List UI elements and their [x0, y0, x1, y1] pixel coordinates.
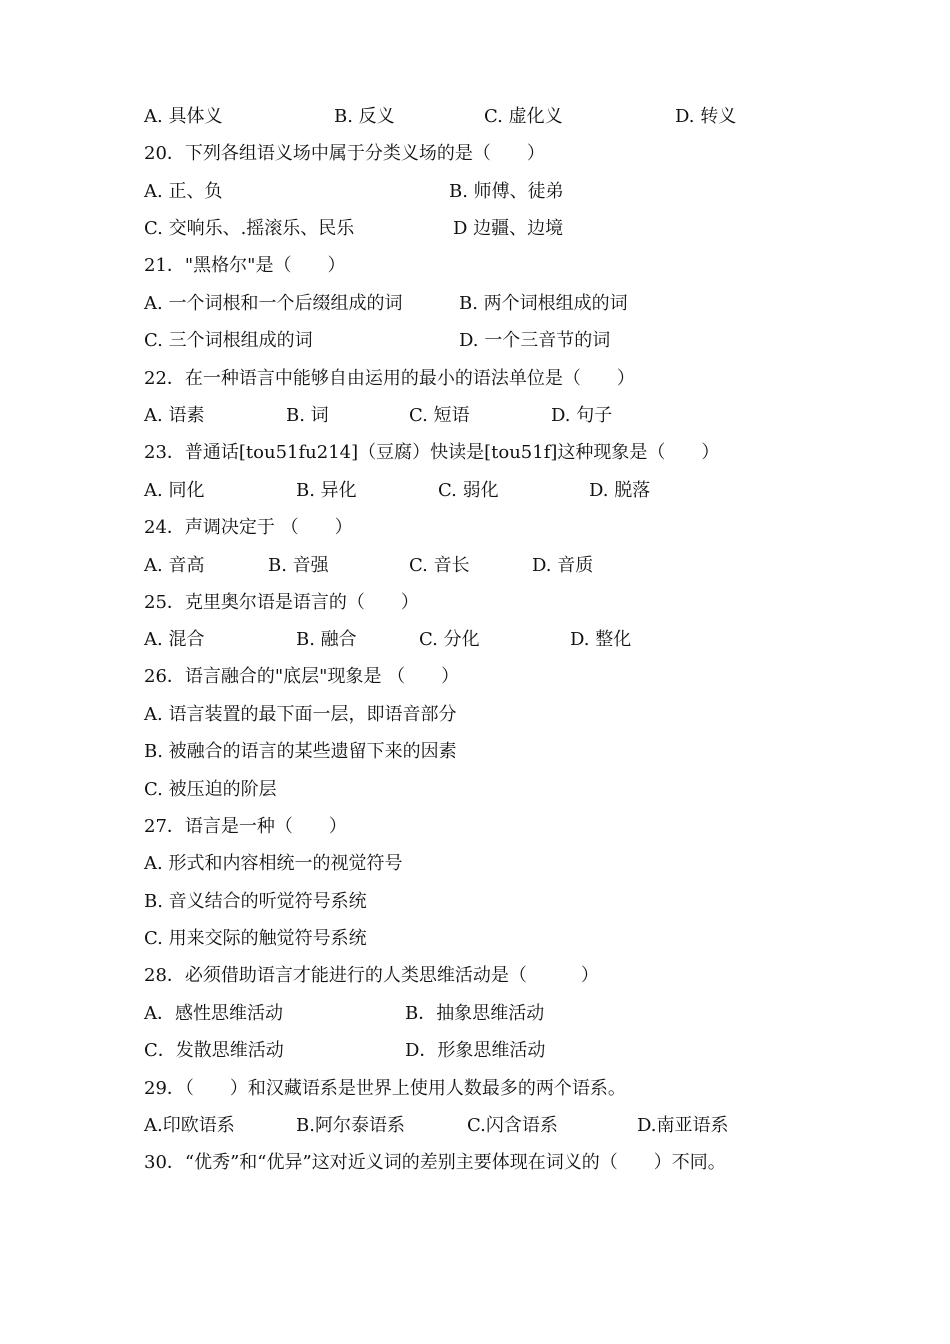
q23-option-c: C. 弱化 [438, 480, 499, 501]
q28-option-c: C．发散思维活动 [144, 1040, 284, 1061]
q20-stem: 20．下列各组语义场中属于分类义场的是（ ） [144, 143, 545, 164]
q21-option-b: B. 两个词根组成的词 [459, 293, 628, 314]
q23-option-a: A. 同化 [144, 480, 205, 501]
q26-option-b: B. 被融合的语言的某些遗留下来的因素 [144, 741, 457, 762]
q26-option-c: C. 被压迫的阶层 [144, 779, 277, 800]
q24-option-d: D. 音质 [532, 555, 594, 576]
q21-option-c: C. 三个词根组成的词 [144, 330, 313, 351]
q25-option-a: A. 混合 [144, 629, 205, 650]
q22-option-b: B. 词 [286, 405, 329, 426]
q25-option-d: D. 整化 [570, 629, 632, 650]
q25-stem: 25．克里奥尔语是语言的（ ） [144, 592, 419, 613]
q26-option-a: A. 语言装置的最下面一层，即语音部分 [144, 704, 457, 725]
q25-option-c: C. 分化 [419, 629, 480, 650]
q19-option-a: A. 具体义 [144, 106, 223, 127]
q29-option-a: A.印欧语系 [144, 1115, 235, 1136]
q21-stem: 21．"黑格尔"是（ ） [144, 255, 346, 276]
q22-option-a: A. 语素 [144, 405, 205, 426]
q27-option-c: C. 用来交际的触觉符号系统 [144, 928, 367, 949]
q20-option-b: B. 师傅、徒弟 [449, 181, 564, 202]
q24-option-b: B. 音强 [268, 555, 329, 576]
q24-option-c: C. 音长 [409, 555, 470, 576]
q29-option-c: C.闪含语系 [467, 1115, 558, 1136]
q24-option-a: A. 音高 [144, 555, 205, 576]
q27-option-b: B. 音义结合的听觉符号系统 [144, 891, 367, 912]
q29-option-b: B.阿尔泰语系 [296, 1115, 405, 1136]
q23-stem: 23．普通话[tou51fu214]（豆腐）快读是[tou51f]这种现象是（ ） [144, 442, 720, 463]
q20-option-a: A. 正、负 [144, 181, 223, 202]
q25-option-b: B. 融合 [296, 629, 357, 650]
q23-option-b: B. 异化 [296, 480, 357, 501]
q27-stem: 27．语言是一种（ ） [144, 816, 347, 837]
q29-stem: 29．（ ）和汉藏语系是世界上使用人数最多的两个语系。 [144, 1078, 626, 1099]
q19-option-d: D. 转义 [675, 106, 737, 127]
q28-option-b: B．抽象思维活动 [405, 1003, 545, 1024]
q26-stem: 26．语言融合的"底层"现象是 （ ） [144, 666, 460, 687]
q21-option-a: A. 一个词根和一个后缀组成的词 [144, 293, 403, 314]
q19-option-c: C. 虚化义 [484, 106, 563, 127]
q22-option-d: D. 句子 [551, 405, 613, 426]
q30-stem: 30．“优秀”和“优异”这对近义词的差别主要体现在词义的（ ）不同。 [144, 1152, 726, 1173]
q20-option-c: C. 交响乐、.摇滚乐、民乐 [144, 218, 355, 239]
q28-option-d: D．形象思维活动 [405, 1040, 546, 1061]
q21-option-d: D. 一个三音节的词 [459, 330, 611, 351]
q28-option-a: A．感性思维活动 [144, 1003, 283, 1024]
q24-stem: 24．声调决定于 （ ） [144, 517, 353, 538]
q22-option-c: C. 短语 [409, 405, 470, 426]
q29-option-d: D.南亚语系 [637, 1115, 729, 1136]
q27-option-a: A. 形式和内容相统一的视觉符号 [144, 853, 403, 874]
q19-option-b: B. 反义 [334, 106, 395, 127]
q28-stem: 28．必须借助语言才能进行的人类思维活动是（ ） [144, 965, 599, 986]
q22-stem: 22．在一种语言中能够自由运用的最小的语法单位是（ ） [144, 368, 635, 389]
q20-option-d: D 边疆、边境 [453, 218, 564, 239]
q23-option-d: D. 脱落 [589, 480, 651, 501]
